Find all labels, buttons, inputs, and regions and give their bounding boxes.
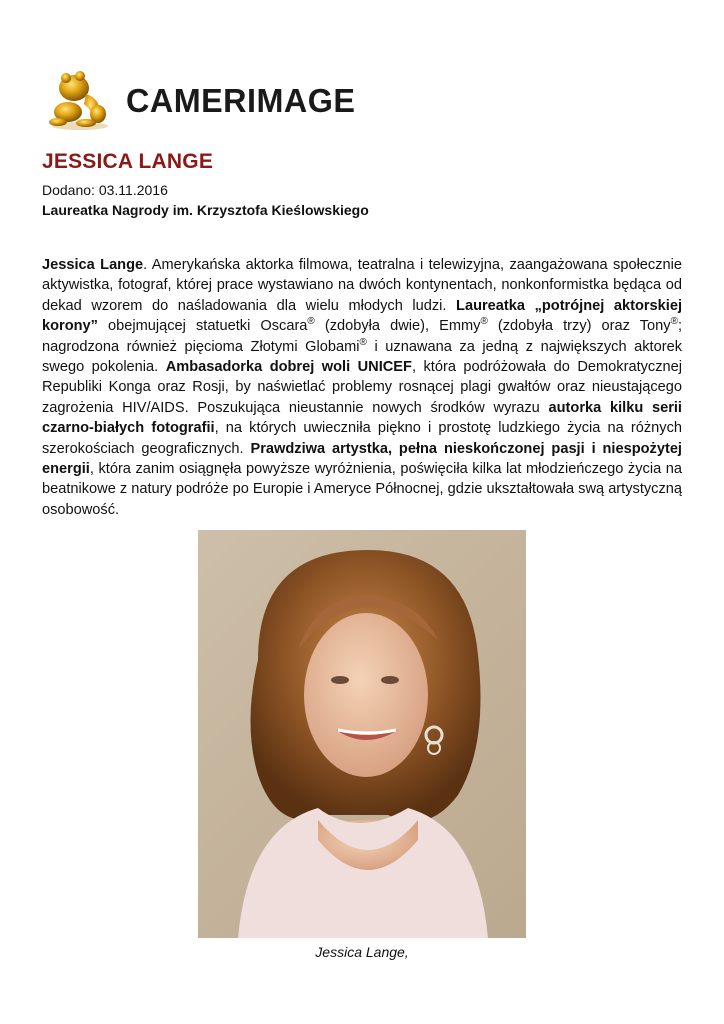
body-segment: (zdobyła dwie), Emmy — [314, 318, 481, 335]
body-bold-segment: Laureatka „potrójnej aktorskiej korony” — [42, 297, 683, 335]
article-title: JESSICA LANGE — [42, 150, 214, 173]
article-subtitle: Laureatka Nagrody im. Krzysztofa Kieślowskiego — [42, 202, 369, 218]
body-segment: i uznawana za jedną z największych aktorek swego pokolenia. — [42, 338, 682, 376]
body-segment: , na których uwieczniła piękno i prostotę ludzkiego życia na różnych szerokościach geograficznych. — [42, 420, 682, 457]
body-bold-segment: autorka kilku serii czarno-białych fotografii — [42, 399, 682, 437]
body-segment: , która podróżowała do Demokratycznej Republiki Konga oraz Rosji, by naświetlać problemy rosnącej plagi gwałtów oraz nieustającego zagrożenia HIV/AIDS. Poszukująca nieustannie nowych środków wyrazu — [42, 359, 682, 416]
registered-mark: ® — [670, 316, 678, 328]
article-date: Dodano: 03.11.2016 — [42, 182, 168, 198]
registered-mark: ® — [480, 316, 488, 328]
camerimage-logo — [46, 66, 360, 132]
name-bold: Jessica Lange — [42, 257, 144, 273]
portrait-photo — [198, 530, 526, 938]
body-segment: ; nagrodzona również pięcioma Złotymi Globami — [42, 318, 682, 355]
body-bold-segment: Ambasadorka dobrej woli UNICEF — [165, 359, 412, 376]
photo-caption: Jessica Lange, — [315, 944, 409, 960]
portrait-illustration — [198, 530, 526, 938]
article-body — [42, 255, 682, 520]
logo-wordmark: CAMERIMAGE — [126, 82, 356, 119]
body-segment: , która zanim osiągnęła powyższe wyróżnienia, poświęciła kilka lat młodzieńczego życia na beatnikowe z natury podróże po Europie i Ameryce Północnej, gdzie ukształtowała swą artystyczną osobowość. — [42, 461, 682, 518]
registered-mark: ® — [359, 336, 367, 348]
registered-mark: ® — [307, 316, 315, 328]
body-segment: . Amerykańska aktorka filmowa, teatralna i telewizyjna, zaangażowana społecznie aktywistka, fotograf, której prace wystawiano na dwóch kontynentach, nonkonformistka będąca od dekad wzorem do naśladowania dla wielu młodych ludzi. — [42, 257, 682, 314]
body-segment: obejmującej statuetki Oscara — [97, 318, 308, 335]
body-bold-segment: Prawdziwa artystka, pełna nieskończonej pasji i niespożytej energii — [42, 440, 682, 478]
golden-frog-icon — [46, 66, 114, 132]
body-segment: (zdobyła trzy) oraz Tony — [487, 318, 671, 335]
